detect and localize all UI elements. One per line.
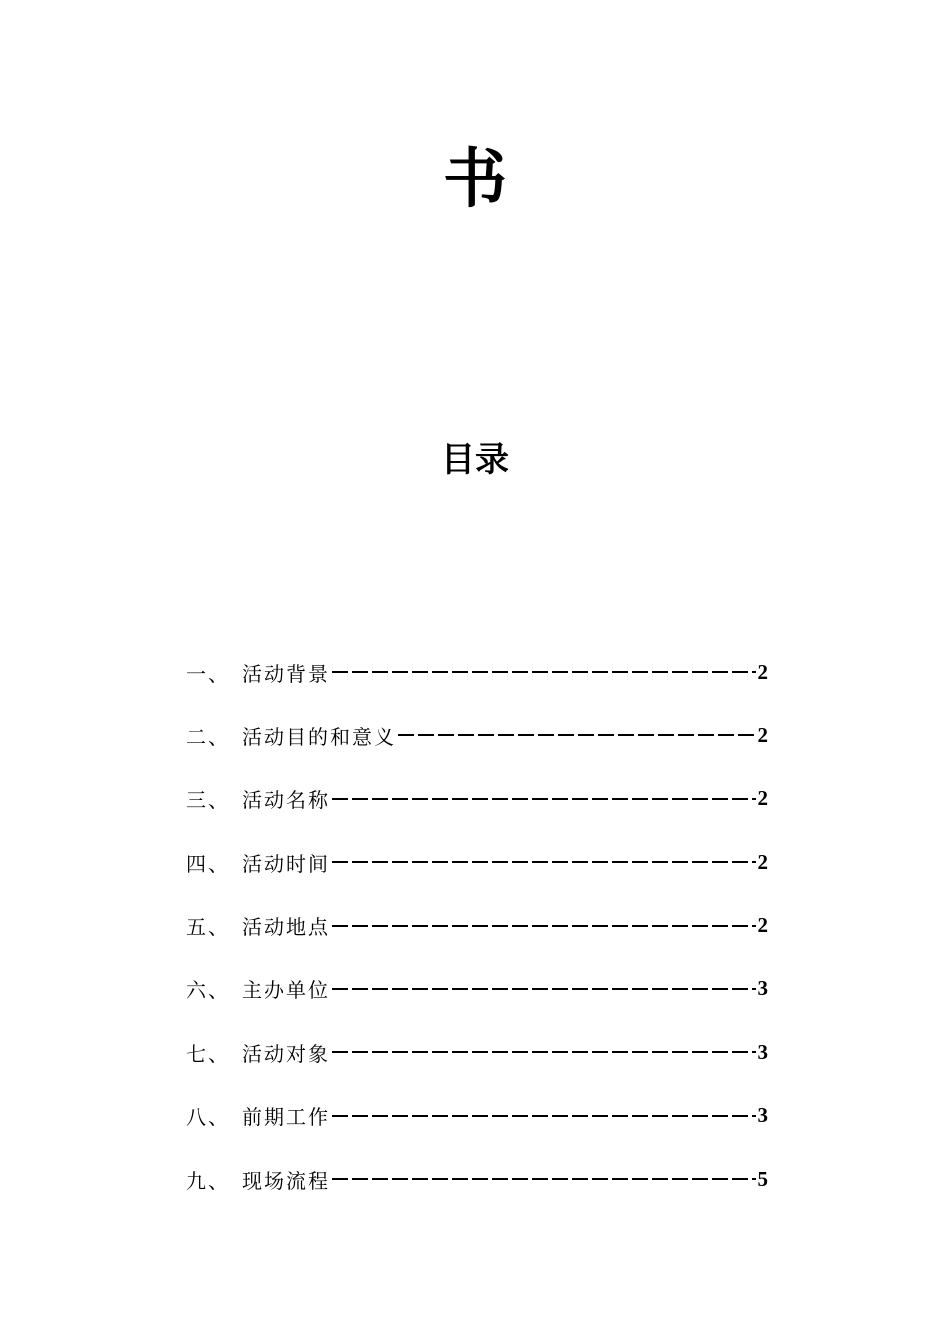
toc-entry-number: 六、 bbox=[186, 978, 230, 1003]
toc-leader-line bbox=[332, 1051, 756, 1053]
toc-entry-page: 3 bbox=[757, 1103, 768, 1128]
toc-entry-page: 2 bbox=[757, 659, 768, 684]
toc-entry[interactable] bbox=[186, 906, 768, 946]
toc-entry[interactable] bbox=[186, 1159, 768, 1199]
toc-entry-number: 八、 bbox=[186, 1105, 230, 1130]
toc-entry-page: 5 bbox=[757, 1166, 768, 1191]
toc-entry[interactable] bbox=[186, 715, 768, 755]
toc-leader-line bbox=[332, 861, 756, 863]
toc-entry-number: 一、 bbox=[186, 661, 230, 686]
toc-entry-page: 3 bbox=[757, 1039, 768, 1064]
toc-leader-line bbox=[332, 798, 756, 800]
toc-entry-title: 活动时间 bbox=[242, 851, 330, 876]
toc-entry-number: 五、 bbox=[186, 915, 230, 940]
toc-entry-title: 活动背景 bbox=[242, 661, 330, 686]
toc-entry-page: 2 bbox=[757, 786, 768, 811]
toc-entry[interactable] bbox=[186, 779, 768, 819]
table-of-contents bbox=[186, 652, 768, 1223]
toc-entry-title: 活动名称 bbox=[242, 788, 330, 813]
toc-entry-title: 现场流程 bbox=[242, 1168, 330, 1193]
toc-entry-title: 主办单位 bbox=[242, 978, 330, 1003]
toc-entry-title: 活动目的和意义 bbox=[242, 724, 396, 749]
toc-entry-number: 二、 bbox=[186, 724, 230, 749]
toc-leader-line bbox=[398, 734, 756, 736]
toc-entry[interactable] bbox=[186, 969, 768, 1009]
toc-entry-number: 三、 bbox=[186, 788, 230, 813]
toc-heading: 目录 bbox=[441, 440, 509, 480]
toc-entry[interactable] bbox=[186, 1096, 768, 1136]
toc-entry-page: 2 bbox=[757, 849, 768, 874]
toc-entry-title: 活动地点 bbox=[242, 915, 330, 940]
toc-leader-line bbox=[332, 671, 756, 673]
toc-entry-page: 2 bbox=[757, 722, 768, 747]
toc-entry[interactable] bbox=[186, 1032, 768, 1072]
cover-title: 书 bbox=[443, 143, 507, 217]
toc-entry-number: 九、 bbox=[186, 1168, 230, 1193]
toc-entry-number: 四、 bbox=[186, 851, 230, 876]
toc-leader-line bbox=[332, 925, 756, 927]
toc-leader-line bbox=[332, 988, 756, 990]
toc-leader-line bbox=[332, 1115, 756, 1117]
toc-entry-number: 七、 bbox=[186, 1041, 230, 1066]
toc-entry-page: 3 bbox=[757, 976, 768, 1001]
toc-entry[interactable] bbox=[186, 842, 768, 882]
toc-entry[interactable] bbox=[186, 652, 768, 692]
toc-leader-line bbox=[332, 1178, 756, 1180]
toc-entry-title: 活动对象 bbox=[242, 1041, 330, 1066]
toc-entry-page: 2 bbox=[757, 913, 768, 938]
toc-entry-title: 前期工作 bbox=[242, 1105, 330, 1130]
